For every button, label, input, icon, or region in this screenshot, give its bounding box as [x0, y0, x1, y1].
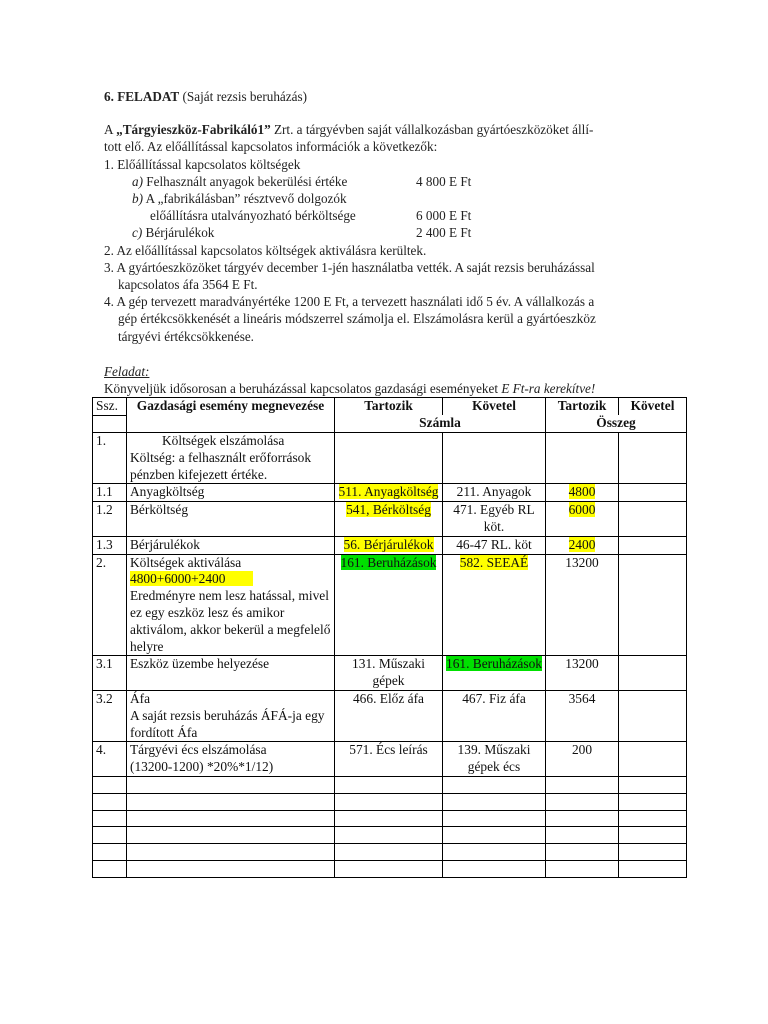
row-4-amount: 200 [546, 742, 619, 777]
row-1-event-title: Költségek elszámolása [162, 433, 285, 449]
row-1-credit [443, 433, 546, 484]
empty-cell [619, 793, 687, 810]
col-header-credit: Követel [443, 398, 546, 416]
row-2-credit-text: 582. SEEAÉ [459, 554, 529, 570]
table-row-empty [93, 827, 687, 844]
row-1-1-credit: 211. Anyagok [443, 484, 546, 502]
empty-cell [335, 827, 443, 844]
item-1c-amount: 2 400 E Ft [416, 225, 472, 241]
table-row-empty [93, 777, 687, 794]
row-1-1-amount-credit [619, 484, 687, 502]
empty-cell [546, 810, 619, 827]
row-3-2-event [127, 691, 335, 742]
row-1-1-debit [335, 484, 443, 502]
task-subtitle: (Saját rezsis beruházás) [179, 89, 308, 104]
row-1-2-debit-text: 541, Bérköltség [346, 502, 431, 518]
col-header-debit: Tartozik [335, 398, 443, 416]
row-1-2-debit [335, 502, 443, 537]
empty-cell [443, 793, 546, 810]
empty-cell [93, 827, 127, 844]
row-4-credit: 139. Műszaki gépek écs [443, 742, 546, 777]
row-1-event-desc: Költség: a felhasznált erőforrások pénzben kifejezett értéke. [130, 449, 312, 482]
row-1-1-amount [546, 484, 619, 502]
row-2-note: Eredményre nem lesz hatással, mivel ez egy eszköz lesz és amikor aktiválom, akkor bekerül a megfelelő helyre [130, 588, 331, 654]
row-2-ssz: 2. [93, 554, 127, 656]
table-row [93, 554, 687, 656]
row-3-1-amount: 13200 [546, 656, 619, 691]
row-3-1-ssz: 3.1 [93, 656, 127, 691]
col-header-account: Számla [335, 415, 546, 432]
row-1-event [127, 433, 335, 484]
item-4-line-3: tárgyévi értékcsökkenése. [118, 328, 254, 344]
table-row [93, 433, 687, 484]
row-1-debit [335, 433, 443, 484]
row-1-3-amount [546, 536, 619, 554]
row-1-3-event: Bérjárulékok [127, 536, 335, 554]
intro-line-1 [104, 121, 664, 138]
item-1b-letter: b) [132, 191, 143, 207]
row-1-2-event: Bérköltség [127, 502, 335, 537]
empty-cell [93, 793, 127, 810]
row-1-3-debit [335, 536, 443, 554]
task-italic: E Ft-ra kerekítve! [501, 381, 596, 397]
row-1-amount [546, 433, 619, 484]
row-3-1-debit: 131. Műszaki gépek [335, 656, 443, 691]
col-header-ssz: Ssz. [93, 398, 127, 416]
empty-cell [93, 777, 127, 794]
item-1c [104, 224, 664, 241]
row-3-2-event-title: Áfa [130, 691, 151, 707]
company-name: „Tárgyieszköz-Fabrikáló1” [116, 122, 271, 138]
row-3-2-amount-credit [619, 691, 687, 742]
task-label: Feladat: [104, 363, 150, 379]
row-1-3-debit-text: 56. Bérjárulékok [343, 536, 434, 552]
intro-prefix: A [104, 122, 117, 138]
empty-cell [546, 827, 619, 844]
row-3-2-amount: 3564 [546, 691, 619, 742]
row-1-3-credit: 46-47 RL. köt [443, 536, 546, 554]
item-1b-text-1: A „fabrikálásban” résztvevő dolgozók [143, 191, 347, 207]
row-2-amount: 13200 [546, 554, 619, 656]
empty-cell [443, 777, 546, 794]
row-1-1-amount-text: 4800 [568, 484, 596, 500]
row-1-1-debit-text: 511. Anyagköltség [338, 484, 439, 500]
table-row [93, 656, 687, 691]
row-2-formula: 4800+6000+2400 [130, 571, 253, 586]
row-1-ssz: 1. [93, 433, 127, 484]
empty-cell [619, 777, 687, 794]
table-row-empty [93, 861, 687, 878]
row-1-2-amount-credit [619, 502, 687, 537]
intro-line-2: tott elő. Az előállítással kapcsolatos információk a következők: [104, 139, 438, 155]
row-4-event [127, 742, 335, 777]
table-row [93, 502, 687, 537]
table-row [93, 484, 687, 502]
empty-cell [619, 861, 687, 878]
item-4-line-2: gép értékcsökkenését a lineáris módszerrel számolja el. Elszámolásra kerül a gyártóeszköz [118, 311, 596, 327]
row-1-2-credit: 471. Egyéb RL köt. [443, 502, 546, 537]
empty-cell [335, 844, 443, 861]
row-3-1-amount-credit [619, 656, 687, 691]
ledger-table [92, 397, 687, 878]
item-2: 2. Az előállítással kapcsolatos költségek aktiválásra kerültek. [104, 242, 427, 258]
table-row [93, 691, 687, 742]
row-4-debit: 571. Écs leírás [335, 742, 443, 777]
task-instruction [104, 380, 664, 397]
empty-cell [127, 827, 335, 844]
table-row-empty [93, 844, 687, 861]
row-2-debit-text: 161. Beruházások [340, 554, 437, 570]
header-empty-cell [93, 415, 127, 432]
item-1b-cont [104, 207, 664, 224]
row-3-1-credit [443, 656, 546, 691]
item-1a-amount: 4 800 E Ft [416, 173, 472, 189]
empty-cell [546, 777, 619, 794]
row-4-formula: (13200-1200) *20%*1/12) [130, 759, 274, 775]
item-1c-letter: c) [132, 225, 143, 241]
col-header-credit-amount: Követel [619, 398, 687, 416]
empty-cell [127, 793, 335, 810]
row-3-2-ssz: 3.2 [93, 691, 127, 742]
empty-cell [619, 827, 687, 844]
row-3-1-event: Eszköz üzembe helyezése [127, 656, 335, 691]
row-1-2-ssz: 1.2 [93, 502, 127, 537]
empty-cell [546, 861, 619, 878]
table-row-empty [93, 810, 687, 827]
empty-cell [335, 861, 443, 878]
empty-cell [335, 777, 443, 794]
empty-cell [335, 810, 443, 827]
table-row-empty [93, 793, 687, 810]
table-row [93, 536, 687, 554]
item-4-line-1: 4. A gép tervezett maradványértéke 1200 E Ft, a tervezett használati idő 5 év. A vállalkozás a [104, 294, 595, 310]
item-1a-letter: a) [132, 173, 143, 189]
empty-cell [443, 844, 546, 861]
item-1c-text: Bérjárulékok [142, 225, 215, 241]
item-1b [104, 190, 664, 207]
empty-cell [127, 844, 335, 861]
item-1a [104, 173, 664, 190]
task-title [104, 88, 664, 105]
empty-cell [546, 793, 619, 810]
row-2-credit [443, 554, 546, 656]
row-2-debit [335, 554, 443, 656]
row-2-event-title: Költségek aktiválása [130, 554, 242, 570]
empty-cell [93, 861, 127, 878]
row-1-3-amount-text: 2400 [568, 536, 596, 552]
task-number: 6. FELADAT [104, 89, 180, 104]
empty-cell [443, 827, 546, 844]
row-3-2-credit: 467. Fiz áfa [443, 691, 546, 742]
row-2-event [127, 554, 335, 656]
row-1-3-ssz: 1.3 [93, 536, 127, 554]
empty-cell [127, 861, 335, 878]
row-1-amount-credit [619, 433, 687, 484]
empty-cell [335, 793, 443, 810]
item-1b-amount: 6 000 E Ft [416, 208, 472, 224]
row-3-1-credit-text: 161. Beruházások [446, 656, 542, 672]
row-3-2-event-desc: A saját rezsis beruházás ÁFÁ-ja egy fordított Áfa [130, 707, 325, 740]
row-1-2-amount-text: 6000 [568, 502, 596, 518]
col-header-event: Gazdasági esemény megnevezése [127, 398, 335, 433]
intro-line-1-rest: Zrt. a tárgyévben saját vállalkozásban gyártóeszközöket állí- [270, 122, 594, 138]
row-4-amount-credit [619, 742, 687, 777]
empty-cell [619, 810, 687, 827]
empty-cell [443, 861, 546, 878]
empty-cell [93, 810, 127, 827]
col-header-debit-amount: Tartozik [546, 398, 619, 416]
row-4-ssz: 4. [93, 742, 127, 777]
empty-cell [619, 844, 687, 861]
row-1-1-ssz: 1.1 [93, 484, 127, 502]
item-3-line-1: 3. A gyártóeszközöket tárgyév december 1-jén használatba vették. A saját rezsis beruházással [104, 259, 595, 275]
item-1a-text: Felhasznált anyagok bekerülési értéke [143, 173, 348, 189]
task-text: Könyveljük idősorosan a beruházással kapcsolatos gazdasági eseményeket [104, 381, 502, 397]
empty-cell [127, 810, 335, 827]
row-4-event-title: Tárgyévi écs elszámolása [130, 742, 267, 758]
empty-cell [93, 844, 127, 861]
col-header-amount: Összeg [546, 415, 687, 432]
row-2-amount-credit [619, 554, 687, 656]
empty-cell [127, 777, 335, 794]
row-1-1-event: Anyagköltség [127, 484, 335, 502]
row-1-2-amount [546, 502, 619, 537]
task-description [104, 88, 664, 397]
item-1: 1. Előállítással kapcsolatos költségek [104, 156, 301, 172]
row-1-3-amount-credit [619, 536, 687, 554]
item-3-line-2: kapcsolatos áfa 3564 E Ft. [118, 277, 258, 293]
table-header-row-1 [93, 398, 687, 416]
item-1b-text-2: előállításra utalványozható bérköltsége [150, 208, 356, 224]
empty-cell [443, 810, 546, 827]
row-3-2-debit: 466. Előz áfa [335, 691, 443, 742]
empty-cell [546, 844, 619, 861]
table-row [93, 742, 687, 777]
